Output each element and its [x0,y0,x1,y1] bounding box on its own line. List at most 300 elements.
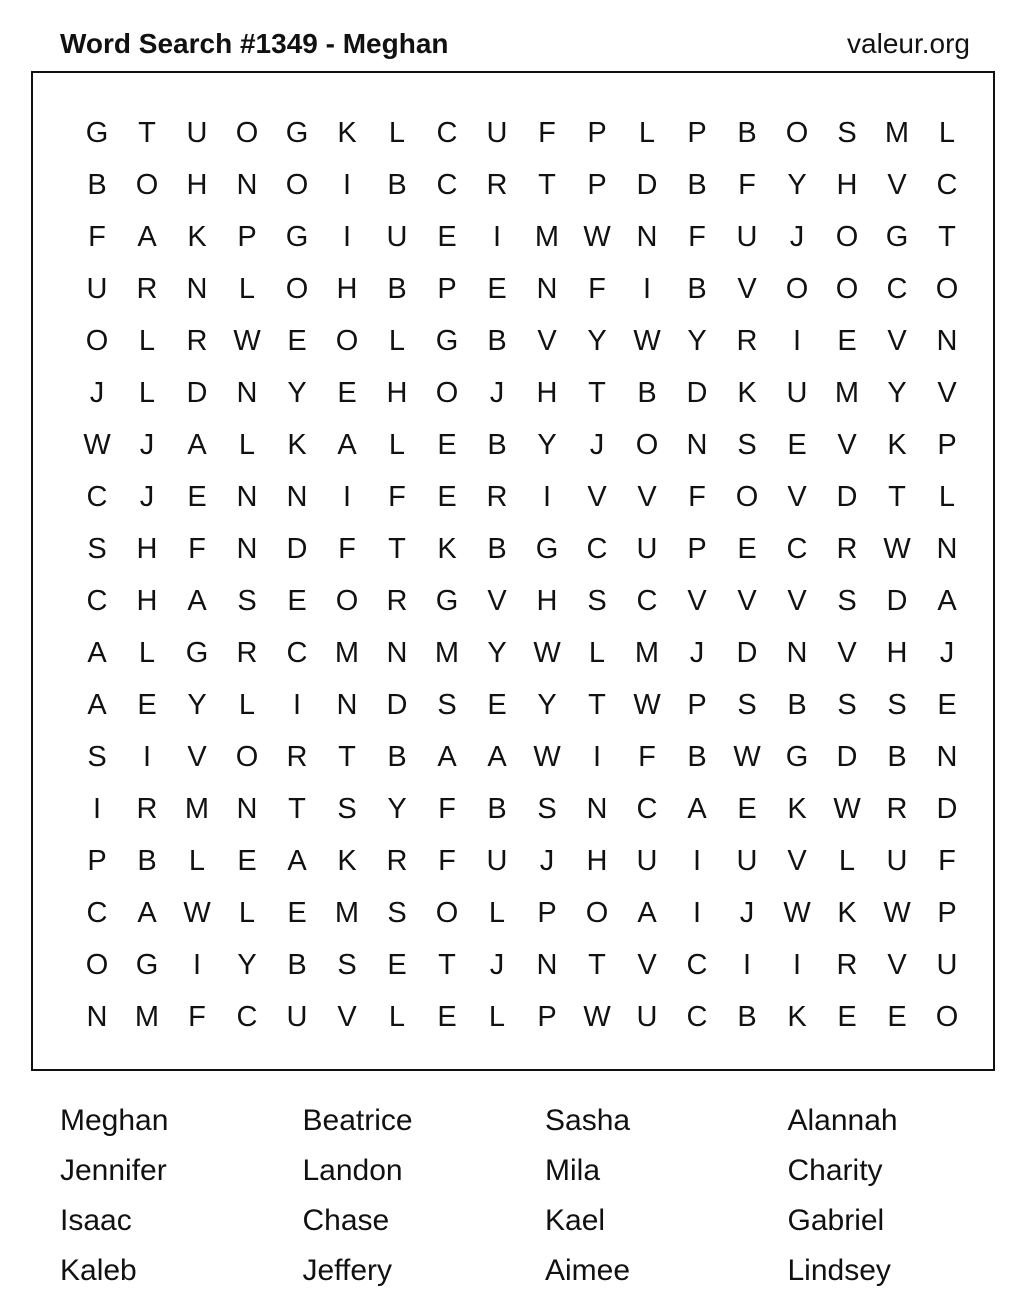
grid-letter[interactable]: S [537,792,557,825]
grid-letter[interactable]: S [87,532,107,565]
grid-letter[interactable]: S [837,116,857,149]
grid-letter[interactable]: V [787,584,807,617]
grid-letter[interactable]: E [387,948,407,981]
grid-letter[interactable]: F [188,1000,206,1033]
grid-letter[interactable]: B [87,168,107,201]
grid-letter[interactable]: T [888,480,906,513]
grid-letter[interactable]: W [533,636,561,669]
grid-letter[interactable]: G [785,740,809,773]
grid-letter[interactable]: G [535,532,559,565]
grid-letter[interactable]: T [438,948,456,981]
grid-letter[interactable]: A [437,740,457,773]
grid-letter[interactable]: O [85,324,109,357]
grid-letter[interactable]: J [939,636,955,669]
grid-letter[interactable]: K [337,116,357,149]
grid-letter[interactable]: L [238,272,256,305]
grid-letter[interactable]: W [833,792,861,825]
grid-letter[interactable]: S [737,428,757,461]
grid-letter[interactable]: O [835,220,859,253]
grid-letter[interactable]: K [437,532,457,565]
grid-letter[interactable]: I [342,220,352,253]
grid-letter[interactable]: N [586,792,608,825]
grid-letter[interactable]: R [136,792,158,825]
grid-letter[interactable]: U [186,116,208,149]
grid-letter[interactable]: L [388,324,406,357]
grid-letter[interactable]: W [633,324,661,357]
grid-letter[interactable]: N [186,272,208,305]
grid-letter[interactable]: K [287,428,307,461]
grid-letter[interactable]: M [834,376,860,409]
grid-letter[interactable]: H [186,168,208,201]
grid-letter[interactable]: U [886,844,908,877]
grid-letter[interactable]: L [138,636,156,669]
grid-letter[interactable]: I [592,740,602,773]
grid-letter[interactable]: E [187,480,207,513]
grid-letter[interactable]: K [787,1000,807,1033]
grid-letter[interactable]: B [487,428,507,461]
grid-letter[interactable]: A [187,428,207,461]
grid-letter[interactable]: E [237,844,257,877]
grid-letter[interactable]: A [87,688,107,721]
grid-letter[interactable]: U [386,220,408,253]
grid-letter[interactable]: J [789,220,805,253]
grid-letter[interactable]: K [337,844,357,877]
grid-letter[interactable]: N [236,532,258,565]
grid-letter[interactable]: L [588,636,606,669]
grid-letter[interactable]: O [335,324,359,357]
grid-letter[interactable]: F [438,792,456,825]
grid-letter[interactable]: O [735,480,759,513]
grid-letter[interactable]: E [437,480,457,513]
grid-letter[interactable]: R [186,324,208,357]
grid-letter[interactable]: J [489,948,505,981]
grid-letter[interactable]: C [686,1000,708,1033]
grid-letter[interactable]: D [936,792,958,825]
grid-letter[interactable]: F [588,272,606,305]
grid-letter[interactable]: S [837,688,857,721]
grid-letter[interactable]: V [887,168,907,201]
grid-letter[interactable]: V [887,324,907,357]
grid-letter[interactable]: F [338,532,356,565]
grid-letter[interactable]: L [138,376,156,409]
grid-letter[interactable]: V [837,636,857,669]
grid-letter[interactable]: A [137,220,157,253]
grid-letter[interactable]: P [537,1000,557,1033]
grid-letter[interactable]: A [687,792,707,825]
grid-letter[interactable]: R [486,168,508,201]
grid-letter[interactable]: H [836,168,858,201]
grid-letter[interactable]: V [837,428,857,461]
grid-letter[interactable]: I [542,480,552,513]
grid-letter[interactable]: N [86,1000,108,1033]
grid-letter[interactable]: N [636,220,658,253]
grid-letter[interactable]: I [792,324,802,357]
grid-letter[interactable]: Y [237,948,257,981]
grid-letter[interactable]: U [736,220,758,253]
grid-letter[interactable]: I [742,948,752,981]
grid-letter[interactable]: Y [687,324,707,357]
grid-letter[interactable]: I [142,740,152,773]
grid-letter[interactable]: S [87,740,107,773]
grid-letter[interactable]: S [387,896,407,929]
grid-letter[interactable]: E [437,220,457,253]
grid-letter[interactable]: E [737,532,757,565]
grid-letter[interactable]: U [86,272,108,305]
grid-letter[interactable]: R [386,844,408,877]
grid-letter[interactable]: C [286,636,308,669]
grid-letter[interactable]: U [636,1000,658,1033]
grid-letter[interactable]: P [87,844,107,877]
grid-letter[interactable]: K [887,428,907,461]
grid-letter[interactable]: B [737,116,757,149]
grid-letter[interactable]: G [435,584,459,617]
grid-letter[interactable]: P [587,168,607,201]
grid-letter[interactable]: U [636,844,658,877]
grid-letter[interactable]: J [739,896,755,929]
grid-letter[interactable]: G [435,324,459,357]
grid-letter[interactable]: O [785,116,809,149]
grid-letter[interactable]: E [137,688,157,721]
grid-letter[interactable]: T [388,532,406,565]
grid-letter[interactable]: C [86,896,108,929]
grid-letter[interactable]: B [487,792,507,825]
grid-letter[interactable]: H [536,376,558,409]
grid-letter[interactable]: Y [887,376,907,409]
grid-letter[interactable]: L [488,896,506,929]
grid-letter[interactable]: V [637,480,657,513]
grid-letter[interactable]: C [86,584,108,617]
grid-letter[interactable]: U [486,116,508,149]
grid-letter[interactable]: B [487,324,507,357]
grid-letter[interactable]: E [837,324,857,357]
grid-letter[interactable]: U [936,948,958,981]
grid-letter[interactable]: R [486,480,508,513]
grid-letter[interactable]: P [937,896,957,929]
grid-letter[interactable]: A [637,896,657,929]
grid-letter[interactable]: I [792,948,802,981]
grid-letter[interactable]: V [887,948,907,981]
grid-letter[interactable]: C [686,948,708,981]
grid-letter[interactable]: P [587,116,607,149]
grid-letter[interactable]: G [185,636,209,669]
grid-letter[interactable]: C [786,532,808,565]
grid-letter[interactable]: L [638,116,656,149]
grid-letter[interactable]: D [736,636,758,669]
grid-letter[interactable]: T [588,376,606,409]
grid-letter[interactable]: J [689,636,705,669]
grid-letter[interactable]: T [288,792,306,825]
grid-letter[interactable]: D [836,740,858,773]
grid-letter[interactable]: S [237,584,257,617]
grid-letter[interactable]: W [583,1000,611,1033]
grid-letter[interactable]: U [786,376,808,409]
grid-letter[interactable]: L [388,116,406,149]
grid-letter[interactable]: R [836,948,858,981]
grid-letter[interactable]: K [187,220,207,253]
grid-letter[interactable]: N [236,792,258,825]
grid-letter[interactable]: O [285,272,309,305]
grid-letter[interactable]: I [342,480,352,513]
grid-letter[interactable]: A [337,428,357,461]
grid-letter[interactable]: A [287,844,307,877]
grid-letter[interactable]: M [334,636,360,669]
grid-letter[interactable]: F [388,480,406,513]
grid-letter[interactable]: F [538,116,556,149]
grid-letter[interactable]: T [938,220,956,253]
grid-letter[interactable]: N [286,480,308,513]
grid-letter[interactable]: G [135,948,159,981]
grid-letter[interactable]: W [583,220,611,253]
grid-letter[interactable]: H [136,532,158,565]
grid-letter[interactable]: V [587,480,607,513]
grid-letter[interactable]: E [887,1000,907,1033]
grid-letter[interactable]: E [787,428,807,461]
grid-letter[interactable]: T [138,116,156,149]
grid-letter[interactable]: R [136,272,158,305]
grid-letter[interactable]: G [85,116,109,149]
grid-letter[interactable]: F [438,844,456,877]
grid-letter[interactable]: W [183,896,211,929]
grid-letter[interactable]: F [688,480,706,513]
grid-letter[interactable]: P [237,220,257,253]
grid-letter[interactable]: J [489,376,505,409]
grid-letter[interactable]: H [336,272,358,305]
grid-letter[interactable]: G [285,220,309,253]
grid-letter[interactable]: M [534,220,560,253]
grid-letter[interactable]: B [287,948,307,981]
grid-letter[interactable]: I [342,168,352,201]
grid-letter[interactable]: V [687,584,707,617]
grid-letter[interactable]: I [492,220,502,253]
grid-letter[interactable]: G [885,220,909,253]
grid-letter[interactable]: O [85,948,109,981]
grid-letter[interactable]: L [138,324,156,357]
grid-letter[interactable]: E [437,428,457,461]
grid-letter[interactable]: O [285,168,309,201]
grid-letter[interactable]: N [936,324,958,357]
grid-letter[interactable]: I [692,896,702,929]
grid-letter[interactable]: U [736,844,758,877]
grid-letter[interactable]: N [236,376,258,409]
grid-letter[interactable]: B [387,168,407,201]
grid-letter[interactable]: N [236,168,258,201]
grid-letter[interactable]: O [935,1000,959,1033]
grid-letter[interactable]: I [642,272,652,305]
grid-letter[interactable]: I [292,688,302,721]
grid-letter[interactable]: L [238,896,256,929]
grid-letter[interactable]: Y [587,324,607,357]
grid-letter[interactable]: N [536,272,558,305]
grid-letter[interactable]: C [586,532,608,565]
grid-letter[interactable]: D [386,688,408,721]
grid-letter[interactable]: C [86,480,108,513]
grid-letter[interactable]: C [436,168,458,201]
grid-letter[interactable]: H [136,584,158,617]
grid-letter[interactable]: V [937,376,957,409]
grid-letter[interactable]: B [687,740,707,773]
grid-letter[interactable]: U [636,532,658,565]
grid-letter[interactable]: B [687,168,707,201]
grid-letter[interactable]: R [886,792,908,825]
grid-letter[interactable]: Y [387,792,407,825]
grid-letter[interactable]: L [188,844,206,877]
grid-letter[interactable]: F [938,844,956,877]
grid-letter[interactable]: V [487,584,507,617]
grid-letter[interactable]: O [235,740,259,773]
grid-letter[interactable]: E [437,1000,457,1033]
grid-letter[interactable]: A [187,584,207,617]
grid-letter[interactable]: W [883,532,911,565]
grid-letter[interactable]: O [435,896,459,929]
grid-letter[interactable]: E [487,688,507,721]
grid-letter[interactable]: E [837,1000,857,1033]
grid-letter[interactable]: O [135,168,159,201]
grid-letter[interactable]: Y [537,428,557,461]
grid-letter[interactable]: C [436,116,458,149]
grid-letter[interactable]: P [687,116,707,149]
grid-letter[interactable]: R [236,636,258,669]
grid-letter[interactable]: B [637,376,657,409]
grid-letter[interactable]: B [887,740,907,773]
grid-letter[interactable]: M [134,1000,160,1033]
grid-letter[interactable]: S [887,688,907,721]
grid-letter[interactable]: W [733,740,761,773]
grid-letter[interactable]: N [336,688,358,721]
grid-letter[interactable]: A [87,636,107,669]
grid-letter[interactable]: J [589,428,605,461]
grid-letter[interactable]: O [435,376,459,409]
grid-letter[interactable]: F [638,740,656,773]
grid-letter[interactable]: T [588,948,606,981]
grid-letter[interactable]: Y [537,688,557,721]
grid-letter[interactable]: E [937,688,957,721]
grid-letter[interactable]: W [883,896,911,929]
grid-letter[interactable]: D [186,376,208,409]
grid-letter[interactable]: C [936,168,958,201]
grid-letter[interactable]: J [89,376,105,409]
grid-letter[interactable]: O [585,896,609,929]
grid-letter[interactable]: Y [787,168,807,201]
grid-letter[interactable]: A [487,740,507,773]
grid-letter[interactable]: R [736,324,758,357]
grid-letter[interactable]: I [692,844,702,877]
grid-letter[interactable]: B [137,844,157,877]
grid-letter[interactable]: C [636,792,658,825]
grid-letter[interactable]: D [636,168,658,201]
grid-letter[interactable]: W [783,896,811,929]
grid-letter[interactable]: O [835,272,859,305]
grid-letter[interactable]: R [836,532,858,565]
grid-letter[interactable]: P [687,532,707,565]
grid-letter[interactable]: O [635,428,659,461]
grid-letter[interactable]: L [388,428,406,461]
grid-letter[interactable]: B [387,740,407,773]
grid-letter[interactable]: M [884,116,910,149]
grid-letter[interactable]: E [287,324,307,357]
grid-letter[interactable]: B [687,272,707,305]
grid-letter[interactable]: L [938,116,956,149]
grid-letter[interactable]: A [137,896,157,929]
grid-letter[interactable]: Y [487,636,507,669]
grid-letter[interactable]: R [386,584,408,617]
grid-letter[interactable]: N [786,636,808,669]
grid-letter[interactable]: V [337,1000,357,1033]
grid-letter[interactable]: M [184,792,210,825]
grid-letter[interactable]: T [338,740,356,773]
grid-letter[interactable]: W [633,688,661,721]
grid-letter[interactable]: S [837,584,857,617]
grid-letter[interactable]: D [286,532,308,565]
grid-letter[interactable]: L [238,688,256,721]
grid-letter[interactable]: V [787,844,807,877]
grid-letter[interactable]: N [936,532,958,565]
grid-letter[interactable]: O [335,584,359,617]
grid-letter[interactable]: U [486,844,508,877]
grid-letter[interactable]: L [938,480,956,513]
grid-letter[interactable]: A [937,584,957,617]
grid-letter[interactable]: F [88,220,106,253]
grid-letter[interactable]: D [886,584,908,617]
grid-letter[interactable]: E [287,584,307,617]
grid-letter[interactable]: D [686,376,708,409]
grid-letter[interactable]: V [537,324,557,357]
grid-letter[interactable]: F [188,532,206,565]
grid-letter[interactable]: V [187,740,207,773]
grid-letter[interactable]: P [537,896,557,929]
grid-letter[interactable]: S [437,688,457,721]
grid-letter[interactable]: V [737,584,757,617]
grid-letter[interactable]: O [235,116,259,149]
grid-letter[interactable]: R [286,740,308,773]
grid-letter[interactable]: S [587,584,607,617]
grid-letter[interactable]: O [935,272,959,305]
grid-letter[interactable]: V [787,480,807,513]
grid-letter[interactable]: P [937,428,957,461]
grid-letter[interactable]: P [687,688,707,721]
grid-letter[interactable]: G [285,116,309,149]
grid-letter[interactable]: M [334,896,360,929]
grid-letter[interactable]: L [488,1000,506,1033]
grid-letter[interactable]: F [738,168,756,201]
grid-letter[interactable]: V [637,948,657,981]
grid-letter[interactable]: L [838,844,856,877]
grid-letter[interactable]: E [287,896,307,929]
grid-letter[interactable]: H [386,376,408,409]
grid-letter[interactable]: S [337,948,357,981]
grid-letter[interactable]: E [337,376,357,409]
grid-letter[interactable]: C [886,272,908,305]
grid-letter[interactable]: W [233,324,261,357]
grid-letter[interactable]: N [536,948,558,981]
grid-letter[interactable]: M [634,636,660,669]
grid-letter[interactable]: W [533,740,561,773]
grid-letter[interactable]: B [737,1000,757,1033]
grid-letter[interactable]: K [837,896,857,929]
grid-letter[interactable]: I [92,792,102,825]
grid-letter[interactable]: H [586,844,608,877]
grid-letter[interactable]: J [539,844,555,877]
grid-letter[interactable]: W [83,428,111,461]
grid-letter[interactable]: O [785,272,809,305]
grid-letter[interactable]: D [836,480,858,513]
grid-letter[interactable]: B [487,532,507,565]
grid-letter[interactable]: J [139,480,155,513]
grid-letter[interactable]: K [737,376,757,409]
grid-letter[interactable]: N [686,428,708,461]
grid-letter[interactable]: E [737,792,757,825]
grid-letter[interactable]: B [387,272,407,305]
grid-letter[interactable]: H [886,636,908,669]
